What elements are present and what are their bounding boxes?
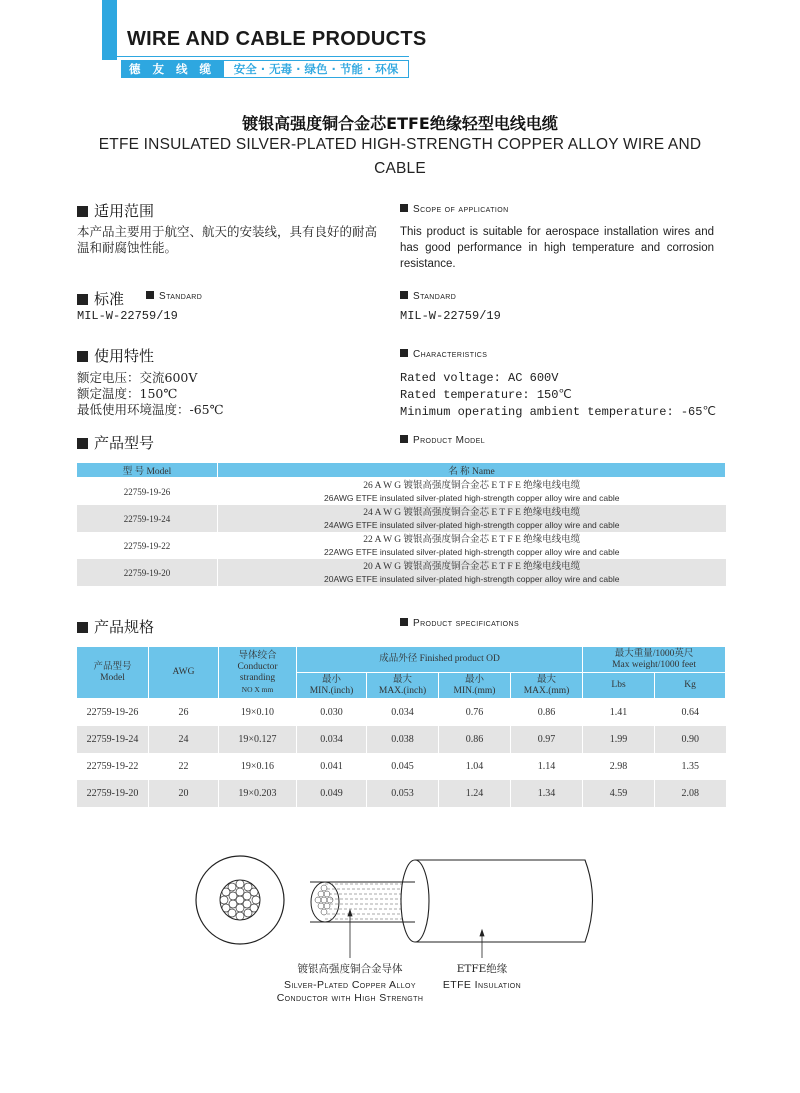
- cell-stranding: 19×0.16: [219, 753, 297, 780]
- cell-stranding: 19×0.127: [219, 726, 297, 753]
- insulation-caption: [432, 961, 532, 991]
- scope-heading-cn-text: 适用范围: [94, 202, 155, 220]
- table-row: [77, 505, 726, 532]
- cell-min-inch: 0.041: [297, 753, 367, 780]
- cell-min-inch: 0.034: [297, 726, 367, 753]
- name-en: 22AWG ETFE insulated silver-plated high-strength copper alloy wire and cable: [324, 546, 620, 557]
- column-header-name: 名 称 Name: [218, 463, 726, 478]
- model-heading-cn: [77, 432, 154, 453]
- characteristics-heading-en-text: Characteristics: [413, 349, 488, 360]
- bullet-square-icon: [77, 351, 88, 362]
- cell-model: 22759-19-24: [77, 726, 149, 753]
- spec-heading-cn: [77, 616, 154, 637]
- scope-text-cn: 本产品主要用于航空、航天的安装线，具有良好的耐高温和耐腐蚀性能。: [77, 224, 378, 255]
- characteristics-heading-cn-text: 使用特性: [94, 347, 155, 365]
- cell-kg: 0.90: [655, 726, 726, 753]
- standard-heading-en-right-text: Standard: [413, 291, 457, 302]
- bullet-square-icon: [400, 204, 408, 212]
- characteristic-cn: 最低使用环境温度：-65℃: [77, 402, 224, 417]
- column-header-od: 成品外径 Finished product OD: [297, 647, 583, 673]
- bullet-square-icon: [400, 435, 408, 443]
- bullet-square-icon: [400, 291, 408, 299]
- spec-heading-en: [400, 618, 519, 629]
- column-header-model: [77, 647, 149, 699]
- characteristic-cn: 额定电压：交流600V: [77, 370, 198, 385]
- model-heading-cn-text: 产品型号: [94, 434, 155, 452]
- model-heading-en-text: Product Model: [413, 435, 485, 446]
- bullet-square-icon: [77, 206, 88, 217]
- standard-heading-cn: [77, 288, 124, 309]
- cell-max-inch: 0.053: [367, 780, 439, 807]
- cable-diagram: [190, 850, 610, 960]
- column-header-min-mm: [439, 673, 511, 699]
- model-heading-en: [400, 435, 485, 446]
- name-cn: 20 A W G 镀银高强度铜合金芯 E T F E 绝缘电线电缆: [363, 561, 581, 572]
- table-row: [77, 478, 726, 506]
- name-cn: 24 A W G 镀银高强度铜合金芯 E T F E 绝缘电线电缆: [363, 507, 581, 518]
- cell-max-mm: 1.14: [511, 753, 583, 780]
- header-max-label: 最大: [537, 674, 557, 685]
- cell-awg: 24: [149, 726, 219, 753]
- bullet-square-icon: [400, 618, 408, 626]
- header-cond-en: Conductor stranding: [237, 661, 278, 683]
- cell-lbs: 1.41: [583, 699, 655, 727]
- column-header-max-inch: [367, 673, 439, 699]
- scope-heading-en-text: Scope of application: [413, 204, 509, 215]
- standard-heading-cn-text: 标准: [94, 290, 125, 308]
- header-weight-cn: 最大重量/1000英尺: [614, 648, 694, 659]
- column-header-min-inch: [297, 673, 367, 699]
- name-en: 20AWG ETFE insulated silver-plated high-strength copper alloy wire and cable: [324, 573, 620, 584]
- conductor-caption: [250, 961, 450, 1004]
- cell-model: 22759-19-26: [77, 699, 149, 727]
- characteristic-en: Rated voltage: AC 600V: [400, 371, 559, 385]
- characteristics-list-cn: [77, 370, 224, 418]
- name-cell: [218, 532, 726, 559]
- brand-tag: 德 友 线 缆: [121, 60, 223, 78]
- header-min-inch-unit: MIN.(inch): [309, 685, 354, 696]
- header-max-label: 最大: [392, 674, 412, 685]
- header-max-mm-unit: MAX.(mm): [523, 685, 570, 696]
- cell-lbs: 1.99: [583, 726, 655, 753]
- header-divider: [117, 56, 409, 57]
- header-max-inch-unit: MAX.(inch): [378, 685, 427, 696]
- model-cell: 22759-19-22: [77, 532, 218, 559]
- scope-heading-en: [400, 204, 509, 215]
- scope-text-en: This product is suitable for aerospace installation wires and has good performance in high temperature and corrosion resistance.: [400, 226, 714, 270]
- cell-awg: 20: [149, 780, 219, 807]
- header-min-label: 最小: [464, 674, 484, 685]
- cell-stranding: 19×0.10: [219, 699, 297, 727]
- column-header-conductor: [219, 647, 297, 699]
- table-row: [77, 753, 726, 780]
- characteristics-heading-en: [400, 349, 487, 360]
- header-accent-bar: [102, 0, 117, 60]
- standard-value-cn: MIL-W-22759/19: [77, 309, 178, 323]
- name-cell: [218, 559, 726, 586]
- cable-conductor-strands: [311, 882, 415, 922]
- cell-stranding: 19×0.203: [219, 780, 297, 807]
- cell-kg: 1.35: [655, 753, 726, 780]
- column-header-lbs: Lbs: [583, 673, 655, 699]
- product-title-cn: 镀银高强度铜合金芯ETFE绝缘轻型电线电缆: [242, 114, 558, 133]
- table-row: [77, 699, 726, 727]
- cell-lbs: 2.98: [583, 753, 655, 780]
- header-model-en: Model: [100, 672, 125, 683]
- cable-insulation-jacket: [310, 860, 593, 942]
- spec-heading-cn-text: 产品规格: [94, 618, 155, 636]
- model-cell: 22759-19-20: [77, 559, 218, 586]
- cell-awg: 26: [149, 699, 219, 727]
- name-cell: [218, 478, 726, 506]
- table-row: [77, 559, 726, 586]
- table-header-row: [77, 463, 726, 478]
- column-header-max-mm: [511, 673, 583, 699]
- cell-kg: 0.64: [655, 699, 726, 727]
- standard-value-en: MIL-W-22759/19: [400, 309, 501, 323]
- table-row: [77, 726, 726, 753]
- model-cell: 22759-19-26: [77, 478, 218, 506]
- bullet-square-icon: [77, 438, 88, 449]
- characteristics-list-en: [400, 370, 716, 421]
- cell-model: 22759-19-22: [77, 753, 149, 780]
- header-min-label: 最小: [321, 674, 341, 685]
- table-row: [77, 780, 726, 807]
- cell-awg: 22: [149, 753, 219, 780]
- header-cond-cn: 导体绞合: [238, 650, 277, 661]
- name-en: 26AWG ETFE insulated silver-plated high-strength copper alloy wire and cable: [324, 492, 620, 503]
- table-header-row: [77, 647, 726, 673]
- cell-kg: 2.08: [655, 780, 726, 807]
- characteristic-cn: 额定温度：150℃: [77, 386, 178, 401]
- header-title: WIRE AND CABLE PRODUCTS: [127, 28, 427, 50]
- header-min-mm-unit: MIN.(mm): [453, 685, 496, 696]
- characteristic-en: Minimum operating ambient temperature: -65℃: [400, 405, 716, 419]
- table-row: [77, 532, 726, 559]
- cell-max-inch: 0.034: [367, 699, 439, 727]
- insulation-caption-en: ETFE Insulation: [442, 979, 522, 991]
- product-title-en: ETFE INSULATED SILVER-PLATED HIGH-STRENGTH COPPER ALLOY WIRE AND CABLE: [98, 136, 702, 177]
- bullet-square-icon: [400, 349, 408, 357]
- name-cn: 22 A W G 镀银高强度铜合金芯 E T F E 绝缘电线电缆: [363, 534, 581, 545]
- cell-max-mm: 0.97: [511, 726, 583, 753]
- cell-min-mm: 1.24: [439, 780, 511, 807]
- conductor-caption-en1: Silver-Plated Copper Alloy: [284, 979, 416, 991]
- column-header-kg: Kg: [655, 673, 726, 699]
- cell-max-inch: 0.045: [367, 753, 439, 780]
- cell-max-mm: 0.86: [511, 699, 583, 727]
- cell-min-inch: 0.030: [297, 699, 367, 727]
- cell-min-mm: 1.04: [439, 753, 511, 780]
- header-model-cn: 产品型号: [93, 661, 132, 672]
- name-en: 24AWG ETFE insulated silver-plated high-strength copper alloy wire and cable: [324, 519, 620, 530]
- slogan-tag: 安全 · 无毒 · 绿色 · 节能 · 环保: [223, 60, 409, 78]
- header-weight-en: Max weight/1000 feet: [612, 659, 696, 670]
- bullet-square-icon: [146, 291, 154, 299]
- cell-max-mm: 1.34: [511, 780, 583, 807]
- name-cell: [218, 505, 726, 532]
- column-header-model: 型 号 Model: [77, 463, 218, 478]
- bullet-square-icon: [77, 294, 88, 305]
- cell-model: 22759-19-20: [77, 780, 149, 807]
- cell-max-inch: 0.038: [367, 726, 439, 753]
- standard-heading-en-left-text: Standard: [159, 291, 203, 302]
- spec-heading-en-text: Product specifications: [413, 618, 520, 629]
- insulation-caption-cn: ETFE绝缘: [456, 963, 508, 975]
- cable-cross-section: [196, 856, 284, 944]
- spec-table: [76, 646, 726, 807]
- column-header-awg: AWG: [149, 647, 219, 699]
- conductor-caption-cn: 镀银高强度铜合金导体: [297, 963, 403, 975]
- cell-min-mm: 0.76: [439, 699, 511, 727]
- cell-min-inch: 0.049: [297, 780, 367, 807]
- column-header-weight: [583, 647, 726, 673]
- model-cell: 22759-19-24: [77, 505, 218, 532]
- cell-min-mm: 0.86: [439, 726, 511, 753]
- cell-lbs: 4.59: [583, 780, 655, 807]
- bullet-square-icon: [77, 622, 88, 633]
- name-cn: 26 A W G 镀银高强度铜合金芯 E T F E 绝缘电线电缆: [363, 480, 581, 491]
- conductor-caption-en2: Conductor with High Strength: [276, 992, 424, 1004]
- scope-heading-cn: [77, 200, 154, 221]
- characteristics-heading-cn: [77, 345, 154, 366]
- standard-heading-en-left: [146, 291, 202, 302]
- characteristic-en: Rated temperature: 150℃: [400, 388, 572, 402]
- header-cond-unit: NO X mm: [241, 684, 274, 694]
- model-table: [76, 462, 726, 586]
- standard-heading-en-right: [400, 291, 456, 302]
